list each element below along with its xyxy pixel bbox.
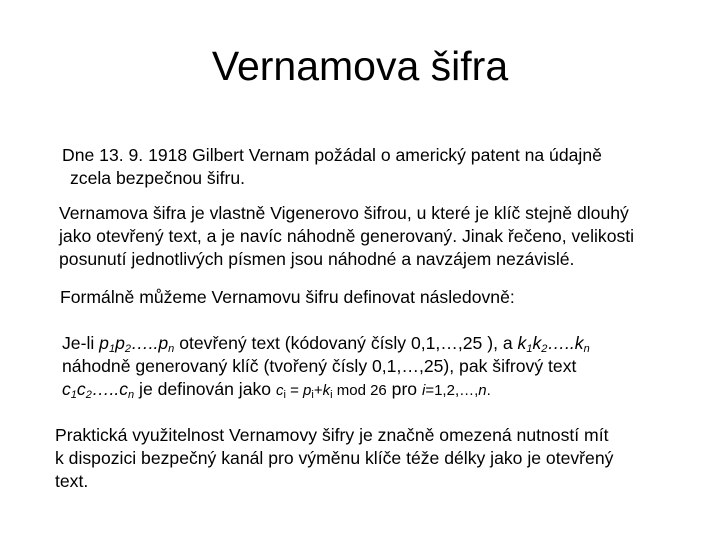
practicality-line-3: text.: [55, 471, 89, 491]
practicality-line-1: Praktická využitelnost Vernamovy šifry je značně omezená nutností mít: [55, 425, 609, 445]
history-line-2: zcela bezpečnou šifru.: [70, 168, 246, 188]
plaintext-symbol: $p_1p_2\dots..p_n$: [99, 333, 175, 355]
paragraph-description: [59, 202, 719, 271]
paragraph-formal-intro: [60, 286, 710, 309]
definition-line-3: [62, 378, 712, 402]
paragraph-definition: [62, 332, 712, 402]
description-line-1: Vernamova šifra je vlastně Vigenerovo šifrou, u které je klíč stejně dlouhý: [59, 203, 629, 223]
index-range: i=1,2,…,n.: [421, 382, 491, 399]
paragraph-practicality: [55, 424, 705, 493]
description-line-2: jako otevřený text, a je navíc náhodně generovaný. Jinak řečeno, velikosti: [59, 226, 635, 246]
defined-as-text: je definován jako: [139, 379, 272, 399]
formula: $c_i = p_i+k_i$ mod 26: [275, 382, 387, 401]
history-line-1: Dne 13. 9. 1918 Gilbert Vernam požádal o americký patent na údajně: [62, 145, 602, 165]
definition-line-1: [62, 332, 712, 355]
formal-intro-line: Formálně můžeme Vernamovu šifru definovat následovně:: [60, 287, 515, 307]
description-line-3: posunutí jednotlivých písmen jsou náhodné a navzájem nezávislé.: [59, 249, 575, 269]
je-li-text: Je-li: [62, 333, 95, 353]
key-symbol: $k_1k_2\dots..k_n$: [517, 333, 590, 355]
ciphertext-symbol: $c_1c_2\dots..c_n$: [62, 379, 135, 401]
slide-title: Vernamova šifra: [211, 43, 509, 89]
paragraph-history: [62, 144, 702, 190]
practicality-line-2: k dispozici bezpečný kanál pro výměnu klíče téže délky jako je otevřený: [55, 448, 614, 468]
definition-line-2: náhodně generovaný klíč (tvořený čísly 0,1,…,25), pak šifrový text: [62, 356, 577, 376]
plaintext-description: otevřený text (kódovaný čísly 0,1,…,25 ), a: [179, 333, 513, 353]
pro-text: pro: [391, 379, 418, 399]
